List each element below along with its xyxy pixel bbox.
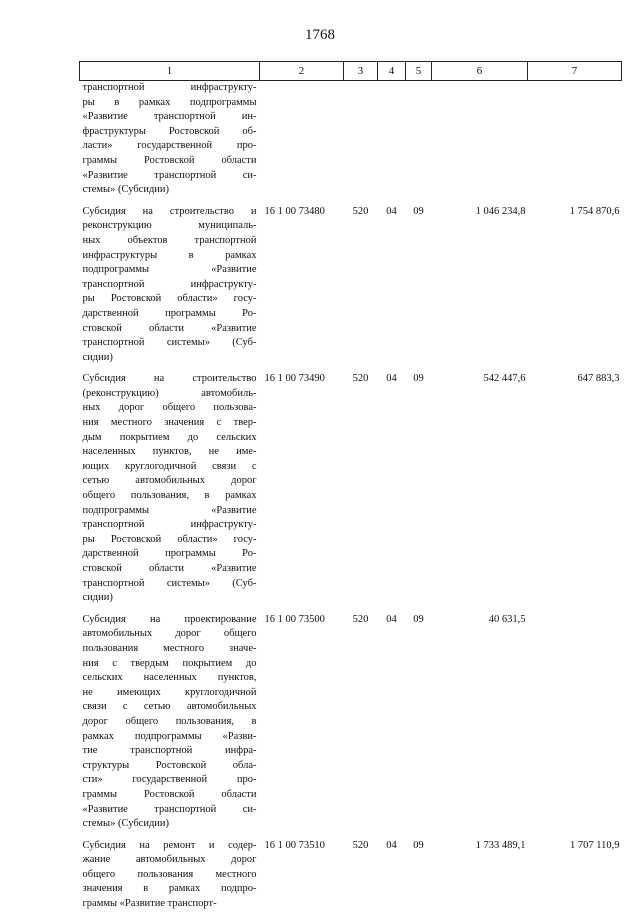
column-header: 5 xyxy=(406,62,432,81)
amount-year-1: 1 733 489,1 xyxy=(475,839,526,851)
description-line: сетью автомобильных дорог xyxy=(82,475,257,487)
description-line: Субсидия на строительство xyxy=(82,373,257,385)
description-line: дым покрытием до сельских xyxy=(82,431,257,443)
description-line: реконструкцию муниципаль- xyxy=(82,220,257,232)
description-line: пользования местного значе- xyxy=(82,642,257,654)
target-code xyxy=(260,81,344,198)
description-line: ласти» государственной про- xyxy=(82,140,257,152)
expense-type: 520 xyxy=(352,613,369,625)
amount-year-1: 1 046 234,8 xyxy=(475,205,526,217)
row-description xyxy=(80,606,260,832)
description-line: общего пользования, в рамках xyxy=(82,490,257,502)
subsection-code: 09 xyxy=(413,613,424,625)
description-line: Субсидия на ремонт и содер- xyxy=(82,839,257,851)
description-line: дарственной программы Ро- xyxy=(82,548,257,560)
target-code: 16 1 00 73510 xyxy=(264,839,325,851)
description-line: стовской области «Развитие xyxy=(82,322,257,334)
description-line: (реконструкцию) автомобиль- xyxy=(82,387,257,399)
expense-type: 520 xyxy=(352,373,369,385)
description-line: ных объектов транспортной xyxy=(82,234,257,246)
description-line: Субсидия на проектирование xyxy=(82,613,257,625)
description-line: «Развитие транспортной ин- xyxy=(82,111,257,123)
amount-year-1: 542 447,6 xyxy=(483,373,526,385)
description-line: транспортной системы» (Суб- xyxy=(82,577,257,589)
description-line: транспортной инфраструкту- xyxy=(82,82,257,93)
amount-year-2: 1 707 110,9 xyxy=(570,839,620,851)
expense-type xyxy=(344,81,378,198)
amount-year-2 xyxy=(528,81,622,198)
description-line: рамках подпрограммы «Разви- xyxy=(82,730,257,742)
description-line: тие транспортной инфра- xyxy=(82,745,257,757)
expense-type: 520 xyxy=(352,839,369,851)
description-line: сти» государственной про- xyxy=(82,774,257,786)
description-line: стемы» (Субсидии) xyxy=(82,184,170,196)
description-line: инфраструктуры в рамках xyxy=(82,249,257,261)
column-header: 7 xyxy=(528,62,622,81)
description-line: сидии) xyxy=(82,592,113,604)
description-line: дарственной программы Ро- xyxy=(82,307,257,319)
target-code: 16 1 00 73500 xyxy=(264,613,325,625)
description-line: ных дорог общего пользова- xyxy=(82,402,257,414)
description-line: автомобильных дорог общего xyxy=(82,628,257,640)
table-body xyxy=(80,81,622,912)
description-line: сельских населенных пунктов, xyxy=(82,672,257,684)
description-line: ния местного значения с твер- xyxy=(82,417,257,429)
description-line: общего пользования местного xyxy=(82,868,257,880)
description-line: граммы Ростовской области xyxy=(82,788,257,800)
description-line: подпрограммы «Развитие xyxy=(82,504,257,516)
column-header: 6 xyxy=(432,62,528,81)
subsection-code: 09 xyxy=(413,839,424,851)
amount-year-2 xyxy=(528,606,622,832)
section-code xyxy=(378,81,406,198)
description-line: ры Ростовской области» госу- xyxy=(82,533,257,545)
budget-table xyxy=(79,61,622,912)
section-code: 04 xyxy=(386,205,397,217)
column-header: 3 xyxy=(344,62,378,81)
description-line: стемы» (Субсидии) xyxy=(82,818,170,830)
description-line: ющих круглогодичной связи с xyxy=(82,460,257,472)
description-line: Субсидия на строительство и xyxy=(82,205,257,217)
description-line: стовской области «Развитие xyxy=(82,563,257,574)
table-row xyxy=(80,832,622,912)
description-line: подпрограммы «Развитие xyxy=(82,264,257,276)
description-line: граммы «Развитие транспорт- xyxy=(82,898,217,910)
target-code: 16 1 00 73490 xyxy=(264,373,325,385)
page-number: 1768 xyxy=(305,27,335,43)
description-line: «Развитие транспортной си- xyxy=(82,169,257,181)
row-description xyxy=(80,832,260,912)
description-line: транспортной системы» (Суб- xyxy=(82,337,257,349)
description-line: дорог общего пользования, в xyxy=(82,715,257,727)
description-line: значения в рамках подпро- xyxy=(82,883,257,895)
description-line: граммы Ростовской области xyxy=(82,154,257,166)
row-description xyxy=(80,81,260,198)
description-line: жание автомобильных дорог xyxy=(82,854,257,866)
description-line: населенных пунктов, не име- xyxy=(82,446,257,458)
amount-year-2: 647 883,3 xyxy=(577,373,620,385)
subsection-code xyxy=(406,81,432,198)
description-line: не имеющих круглогодичной xyxy=(82,686,257,698)
column-header: 4 xyxy=(378,62,406,81)
section-code: 04 xyxy=(386,613,397,625)
section-code: 04 xyxy=(386,839,397,851)
description-line: ния с твердым покрытием до xyxy=(82,657,257,669)
row-description xyxy=(80,365,260,606)
row-description xyxy=(80,198,260,366)
description-line: сидии) xyxy=(82,351,113,363)
subsection-code: 09 xyxy=(413,373,424,385)
description-line: транспортной инфраструкту- xyxy=(82,278,257,290)
table-row xyxy=(80,365,622,606)
table-row xyxy=(80,81,622,198)
table-row xyxy=(80,606,622,832)
description-line: «Развитие транспортной си- xyxy=(82,803,257,815)
column-header: 1 xyxy=(80,62,260,81)
description-line: связи с сетью автомобильных xyxy=(82,701,257,713)
amount-year-1: 40 631,5 xyxy=(488,613,526,625)
column-header: 2 xyxy=(260,62,344,81)
section-code: 04 xyxy=(386,373,397,385)
amount-year-1 xyxy=(432,81,528,198)
table-header xyxy=(80,62,622,81)
table-row xyxy=(80,198,622,366)
amount-year-2: 1 754 870,6 xyxy=(569,205,620,217)
description-line: ры Ростовской области» госу- xyxy=(82,293,257,305)
description-line: ры в рамках подпрограммы xyxy=(82,96,257,108)
target-code: 16 1 00 73480 xyxy=(264,205,325,217)
description-line: структуры Ростовской обла- xyxy=(82,759,257,771)
description-line: фраструктуры Ростовской об- xyxy=(82,125,257,137)
description-line: транспортной инфраструкту- xyxy=(82,519,257,531)
subsection-code: 09 xyxy=(413,205,424,217)
expense-type: 520 xyxy=(352,205,369,217)
